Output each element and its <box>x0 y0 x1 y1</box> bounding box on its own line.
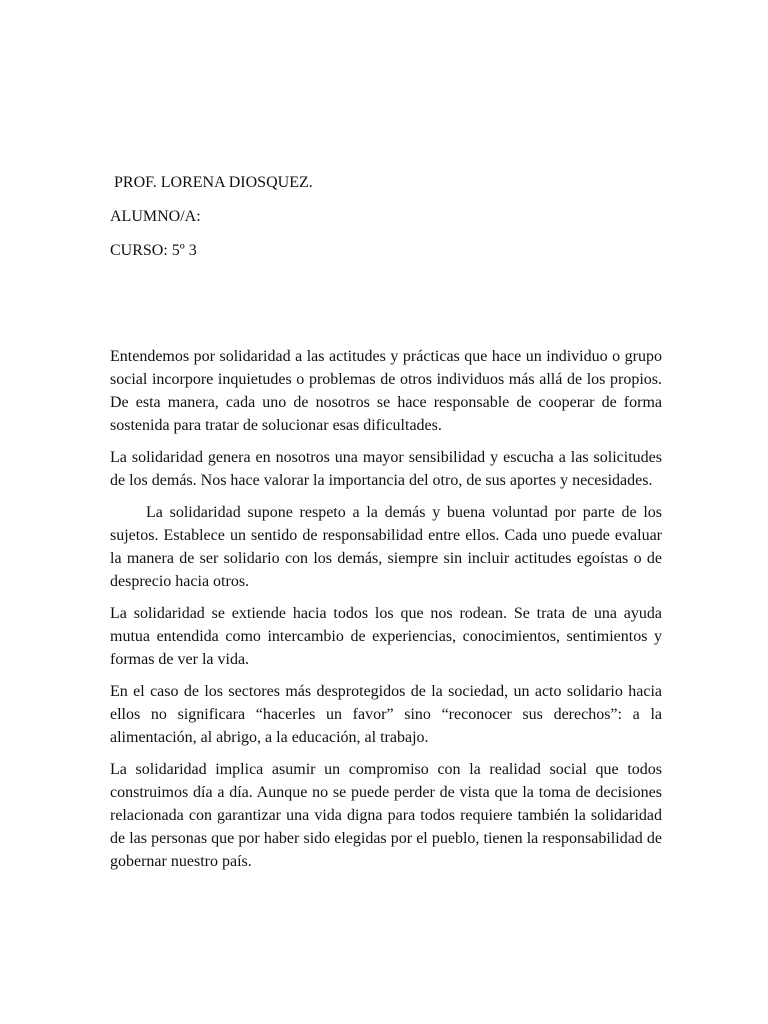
paragraph-sensitivity: La solidaridad genera en nosotros una mayor sensibilidad y escucha a las solicitudes de los demás. Nos hace valorar la importancia del otro, de sus aportes y necesidades. <box>110 449 662 489</box>
document-body <box>110 345 662 882</box>
student-label: ALUMNO/A: <box>110 208 201 225</box>
document-header <box>110 172 670 274</box>
course-label: CURSO: 5º 3 <box>110 242 197 259</box>
paragraph-commitment: La solidaridad implica asumir un compromiso con la realidad social que todos construimos día a día. Aunque no se puede perder de vista que la toma de decisiones relacionada con garantizar una vida digna para todos requiere también la solidaridad de las personas que por haber sido elegidas por el pueblo, tienen la responsabilidad de gobernar nuestro país. <box>110 761 662 870</box>
paragraph-rights: En el caso de los sectores más desprotegidos de la sociedad, un acto solidario hacia ellos no significara “hacerles un favor” sino “reconocer sus derechos”: a la alimentación, al abrigo, a la educación, al trabajo. <box>110 683 662 746</box>
paragraph-respect: La solidaridad supone respeto a la demás y buena voluntad por parte de los sujetos. Establece un sentido de responsabilidad entre ellos. Cada uno puede evaluar la manera de ser solidario con los demás, siempre sin incluir actitudes egoístas o de desprecio hacia otros. <box>110 504 662 590</box>
teacher-name: PROF. LORENA DIOSQUEZ. <box>114 174 313 191</box>
paragraph-definition: Entendemos por solidaridad a las actitudes y prácticas que hace un individuo o grupo social incorpore inquietudes o problemas de otros individuos más allá de los propios. De esta manera, cada uno de nosotros se hace responsable de cooperar de forma sostenida para tratar de solucionar esas dificultades. <box>110 348 662 434</box>
paragraph-mutual-help: La solidaridad se extiende hacia todos los que nos rodean. Se trata de una ayuda mutua entendida como intercambio de experiencias, conocimientos, sentimientos y formas de ver la vida. <box>110 605 662 668</box>
